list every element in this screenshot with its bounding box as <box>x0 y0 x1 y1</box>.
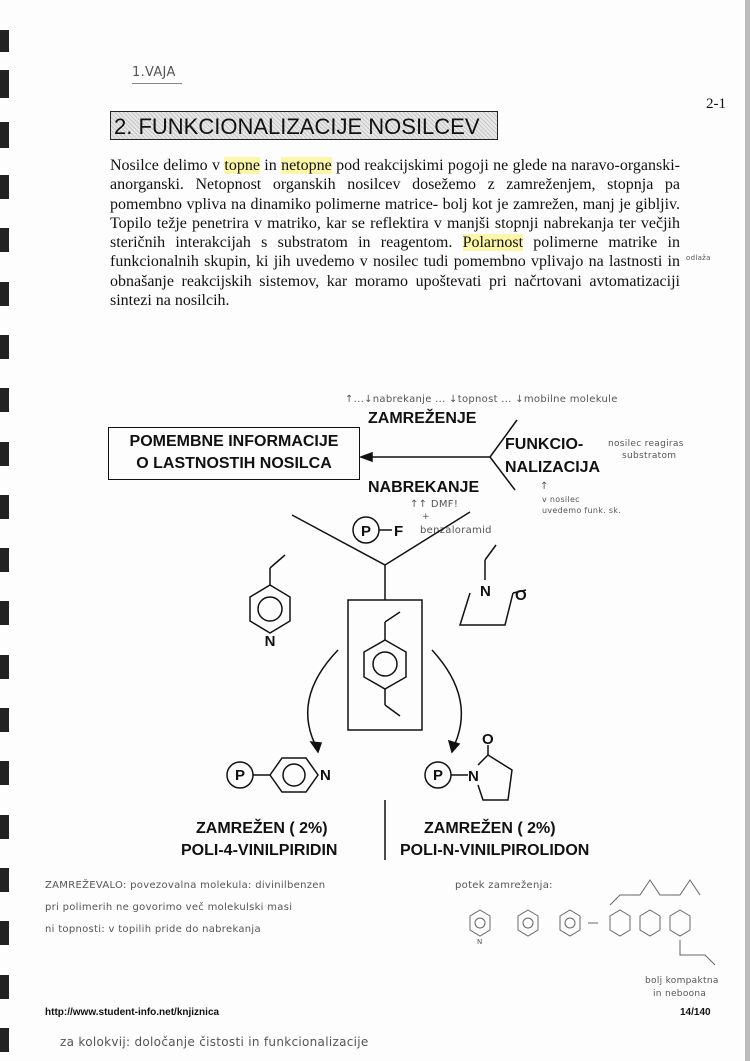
handwritten-dmf: ↑↑ DMF! <box>410 499 459 510</box>
atom-n-right: N <box>468 768 479 785</box>
handwritten-note-2: pri polimerih ne govorimo več molekulski masi <box>45 902 293 913</box>
text: Nosilce delimo v <box>110 157 225 174</box>
handwritten-note-1: ZAMREŽEVALO: povezovalna molekula: divinilbenzen <box>45 880 326 891</box>
handwritten-note-top: ↑...↓nabrekanje ... ↓topnost ... ↓mobilne molekule <box>345 394 618 405</box>
handwritten-plus: + <box>422 512 430 522</box>
handwritten-right-note-1: bolj kompaktna <box>645 976 719 986</box>
handwritten-right-title: potek zamreženja: <box>455 880 553 891</box>
label-nabrekanje: NABREKANJE <box>368 479 480 496</box>
highlight-topne: topne <box>224 157 260 174</box>
handwritten-benz: benzaloramid <box>420 525 492 536</box>
handwritten-note-below2: uvedemo funk. sk. <box>542 506 622 515</box>
footer-url: http://www.student-info.net/knjiznica <box>45 1007 220 1018</box>
handwritten-note-3: ni topnosti: v topilih pride do nabrekanja <box>45 924 261 935</box>
left-caption-2: POLI-4-VINILPIRIDIN <box>181 842 338 859</box>
page-label: 2-1 <box>706 96 726 112</box>
handwritten-note-funk1: nosilec reagiras <box>608 439 684 449</box>
right-caption-1: ZAMREŽEN ( 2%) <box>424 820 556 837</box>
atom-p: P <box>360 523 372 540</box>
atom-p-left: P <box>234 767 246 784</box>
crosslinker-box <box>348 600 422 730</box>
label-nalizacija: NALIZACIJA <box>505 459 601 476</box>
atom-n-pyridine: N <box>264 633 276 650</box>
section-heading: 2. FUNKCIONALIZACIJE NOSILCEV <box>110 111 498 140</box>
right-caption-2: POLI-N-VINILPIROLIDON <box>400 842 590 859</box>
handwritten-right-note-2: in neboona <box>653 989 707 999</box>
atom-o-right: O <box>482 731 494 748</box>
atom-f: F <box>394 523 404 540</box>
text: polimerne matrike in funkcionalnih skupin, ki jih uvedemo v nosilec tudi pomembno vplivajo na lastnosti in obnašanje reakcijskih sistemov, kar moramo upoštevati pri načrtovani avtomatizaciji sintezi na nosilcih. <box>110 234 680 310</box>
text: in <box>259 157 282 174</box>
text: pod reakcijskimi pogoji ne glede na naravo-organski-anorganski. Netopnost organskih nosilcev dosežemo z zamreženjem, stopnja pa pomembno vpliva na dinamiko polimerne matrice- bolj kot je zamrežen, manj je gibljiv. Topilo težje penetrira v matriko, kar se reflektira v manjši stopnji nabrekanja ter večjih steričnih interakcijah s substratom in reagentom. <box>110 157 681 252</box>
atom-o-pyrrolidone: O <box>515 587 527 604</box>
highlight-polarnost: Polarnost <box>462 234 524 252</box>
handwritten-bottom-note: za kolokvij: določanje čistosti in funkcionalizacije <box>60 1035 369 1049</box>
handwritten-n: N <box>477 938 483 946</box>
info-box-line1: POMEMBNE INFORMACIJE <box>129 433 339 450</box>
label-funkcio: FUNKCIO- <box>505 436 584 453</box>
label-zamrezenje: ZAMREŽENJE <box>368 410 477 427</box>
highlight-netopne: netopne <box>281 157 332 174</box>
handwritten-arrow: ↑ <box>540 481 549 492</box>
atom-n-left: N <box>320 767 331 784</box>
atom-p-right: P <box>432 767 444 784</box>
handwritten-annotation: odlaža <box>686 254 711 262</box>
handwritten-note-funk2: substratom <box>622 451 677 461</box>
footer-page-number: 14/140 <box>680 1007 711 1018</box>
left-caption-1: ZAMREŽEN ( 2%) <box>196 820 328 837</box>
handwritten-note-below1: v nosilec <box>542 495 580 504</box>
arrowhead <box>361 453 372 461</box>
handwritten-exercise-label: 1.VAJA <box>132 66 182 84</box>
atom-n-pyrrolidone: N <box>480 583 491 600</box>
info-box-line2: O LASTNOSTIH NOSILCA <box>136 455 332 472</box>
